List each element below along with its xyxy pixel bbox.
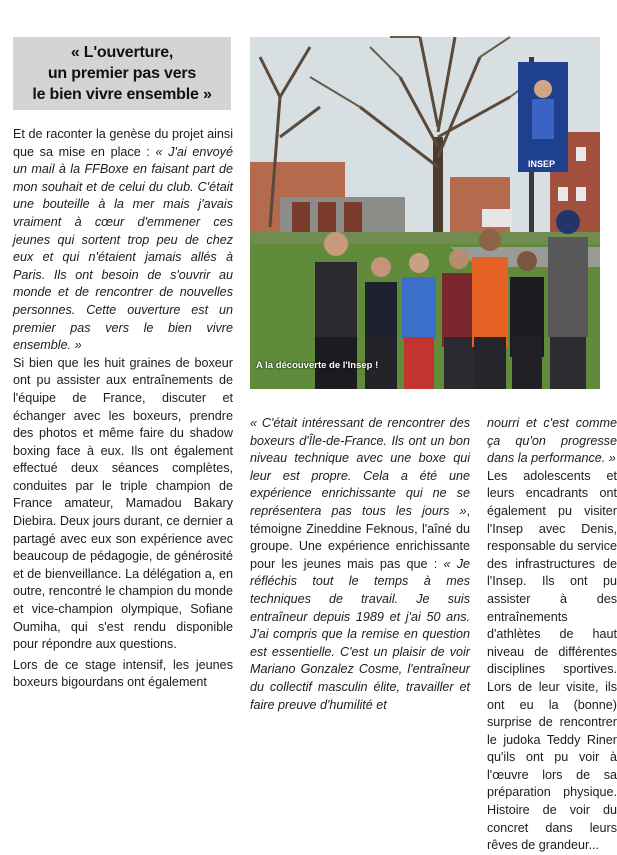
section-title-box bbox=[13, 37, 231, 110]
paragraph-testimony bbox=[250, 415, 470, 714]
paragraph-intro bbox=[13, 126, 233, 355]
quote-feknous: « C'était intéressant de rencontrer des boxeurs d'Île-de-France. Ils ont un bon niveau technique avec une boxe qui leur est propre. Cela a été une expérience enrichissante qui ne se représentera pas tous les jours » bbox=[250, 416, 470, 518]
article-photo bbox=[250, 37, 600, 389]
section-title-line-1: « L'ouverture, bbox=[70, 44, 174, 61]
photo-illustration bbox=[250, 37, 600, 389]
banner-label: INSEP bbox=[528, 159, 556, 169]
article-column-1 bbox=[13, 126, 233, 692]
paragraph-visit: Si bien que les huit graines de boxeur ont pu assister aux entraînements de l'équipe de France, discuter et échanger avec les boxeurs, prendre des photos et même faire du shadow boxing face à eux. Ils ont également effectué deux séances complètes, conduites par le triple champion de France amateur, Mamadou Bakary Diebira. Deux jours durant, ce dernier a partagé avec eux son expérience avec beaucoup de pédagogie, de générosité et de bienveillance. La délégation a, en outre, rencontré le champion du monde et vice-champion olympique, Sofiane Oumiha, qui s'est rendu disponible pour répondre aux questions. bbox=[13, 355, 233, 652]
quote-coach: « Je réfléchis tout le temps à mes techniques de travail. Je suis entraîneur depuis 1989 et j'ai 50 ans. J'ai compris que la remise en question est essentielle. C'est un plaisir de voir Mariano Gonzalez Cosme, l'entraîneur du collectif masculin élite, travailler et faire preuve d'humilité et bbox=[250, 556, 470, 712]
paragraph-insep-visit: Les adolescents et leurs encadrants ont également pu visiter l'Insep avec Denis, responsable du service des infrastructures de l'Insep. Ils ont pu assister à des entraînements d'athlètes de haut niveau de différentes disciplines sportives. Lors de leur visite, ils ont eu la (bonne) surprise de rencontrer le judoka Teddy Riner qu'ils ont pu voir à l'œuvre lors de sa préparation physique. Histoire de voir du concret dans leurs rêves de grandeur... bbox=[487, 468, 617, 853]
paragraph-stage: Lors de ce stage intensif, les jeunes boxeurs bigourdans ont également bbox=[13, 657, 233, 690]
testimony-text: , témoigne Zineddine Feknous, l'aîné du groupe. Une expérience enrichissante pour les jeunes mais pas que : bbox=[250, 503, 470, 571]
section-title-line-2: un premier pas vers bbox=[47, 65, 197, 82]
quote-end: nourri et c'est comme ça qu'on progresse dans la performance. » bbox=[487, 416, 617, 466]
article-column-3 bbox=[487, 415, 617, 855]
intro-text: Et de raconter la genèse du projet ainsi que sa mise en place : bbox=[13, 127, 233, 159]
intro-quote: « J'ai envoyé un mail à la FFBoxe en faisant part de mon souhait et de celui du club. C'était une bouteille à la mer mais j'avais vraiment à cœur d'emmener ces jeunes qui sortent trop peu de chez eux et qui n'étaient jamais allés à Paris. Ils ont besoin de s'ouvrir au monde et de rencontrer de nouvelles personnes. Cette ouverture est un premier pas vers le bien vivre ensemble. » bbox=[13, 144, 233, 353]
photo-caption: A la découverte de l'Insep ! bbox=[256, 360, 379, 371]
article-column-2 bbox=[250, 415, 470, 714]
section-title-line-3: le bien vivre ensemble » bbox=[32, 86, 212, 103]
